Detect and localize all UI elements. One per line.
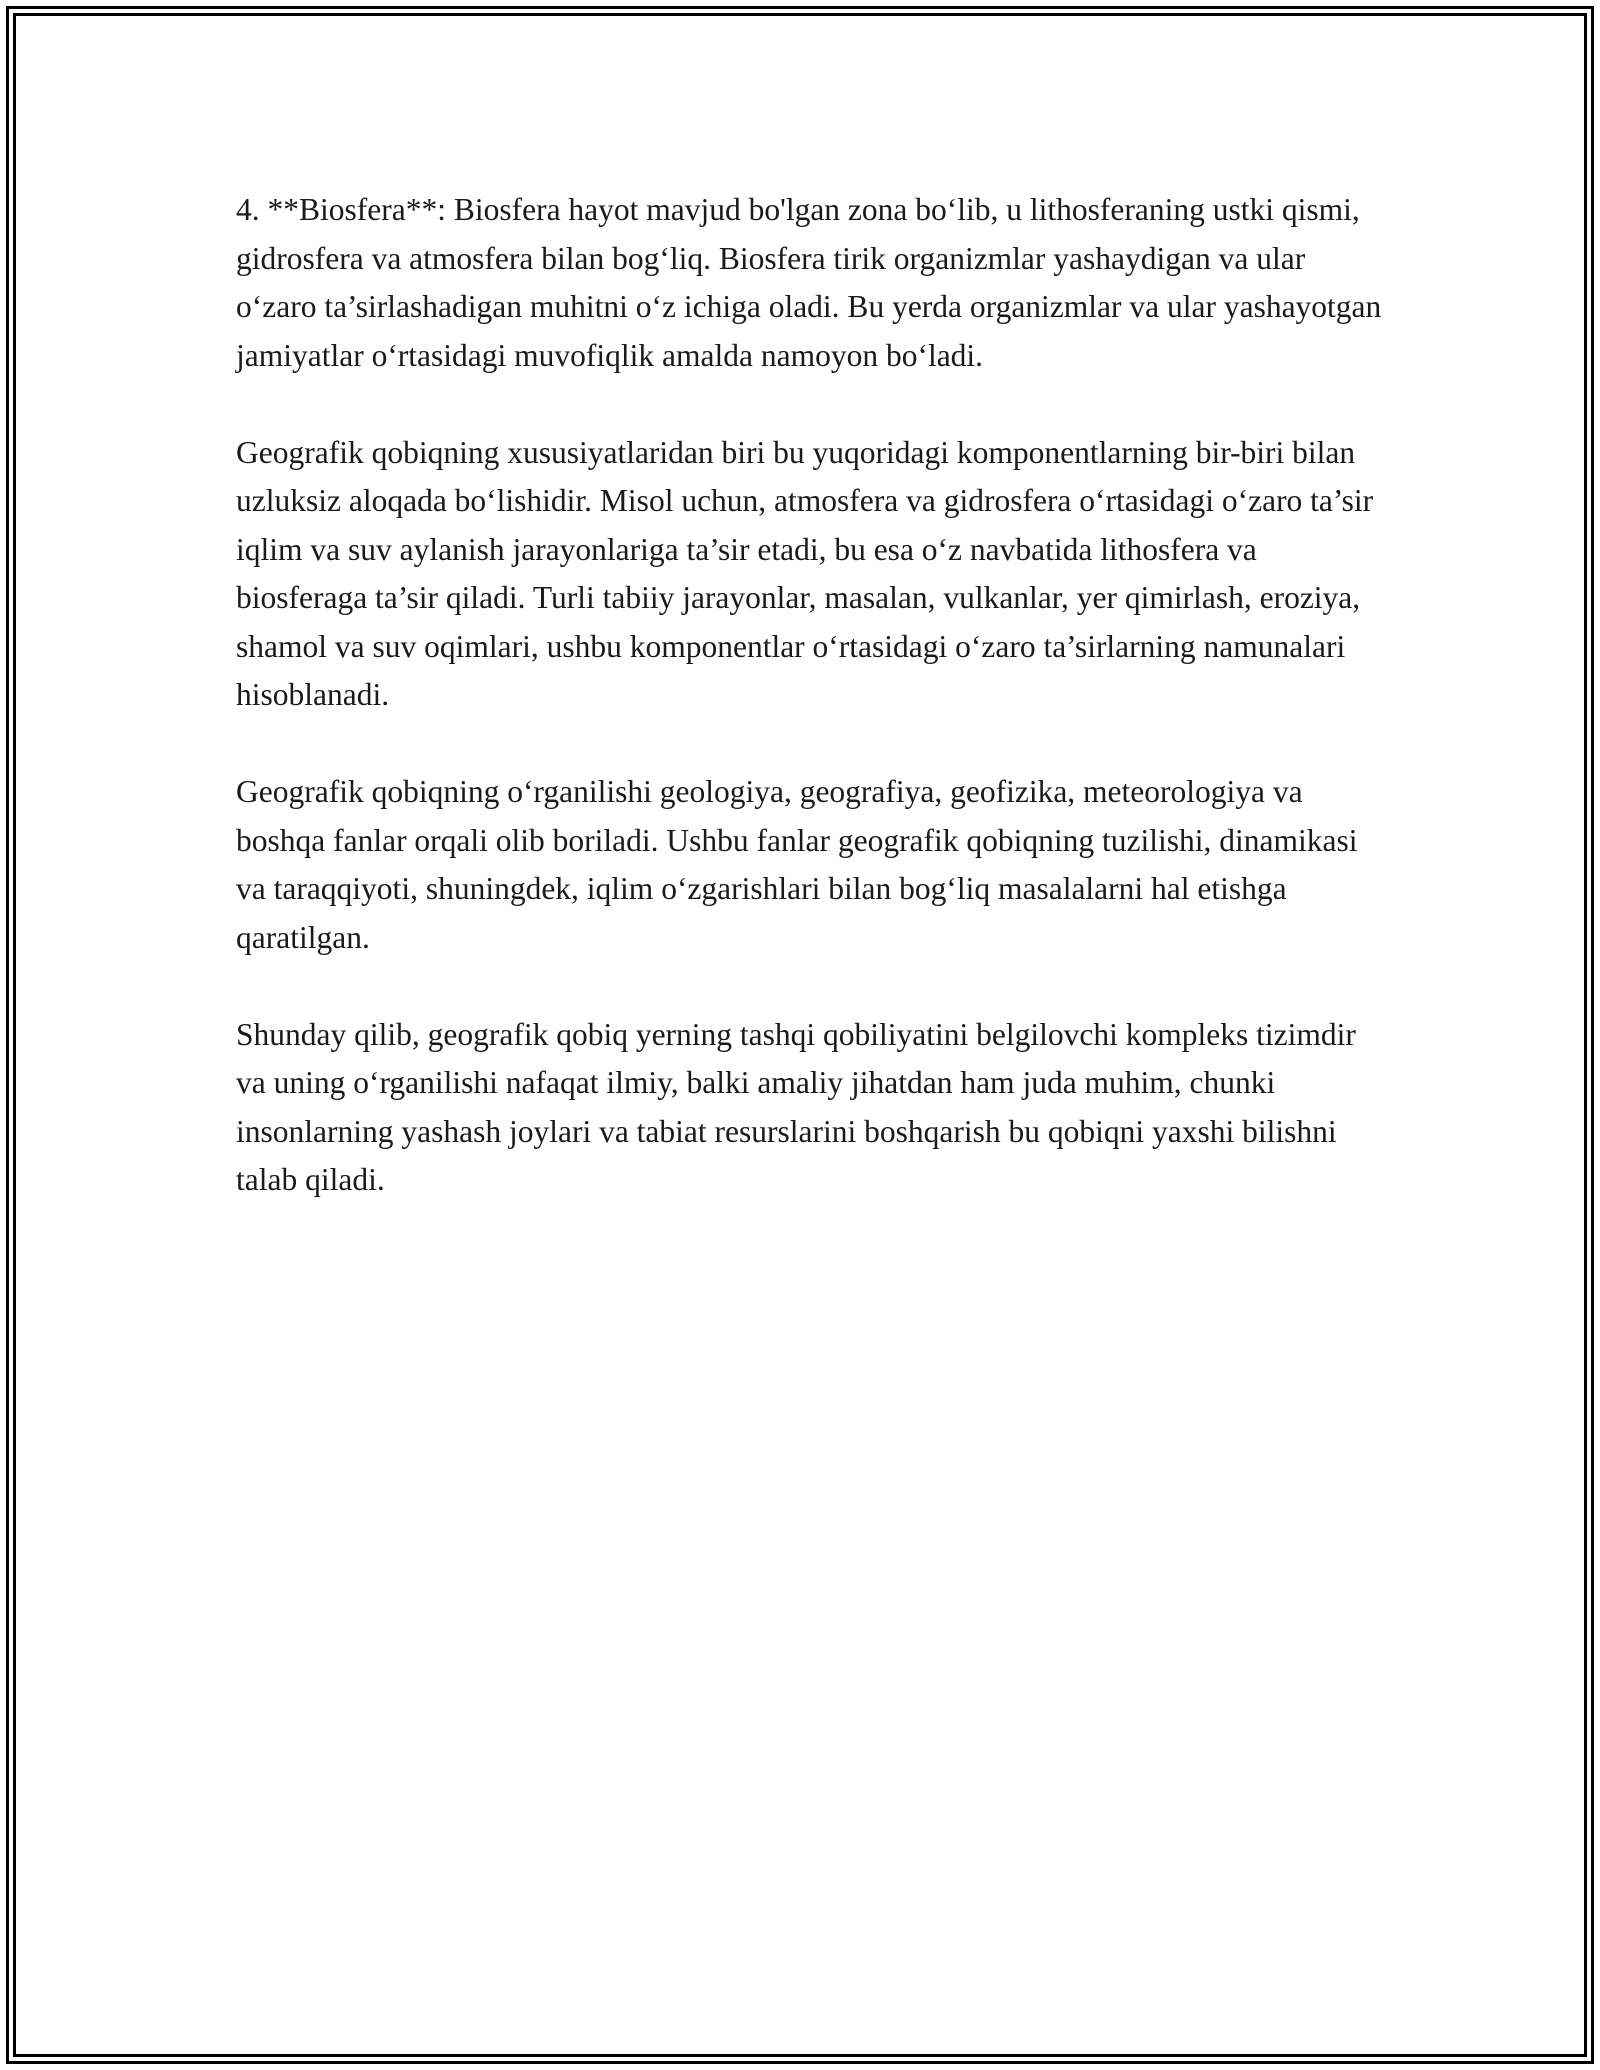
paragraph-study-sciences: Geografik qobiqning o‘rganilishi geologiya, geografiya, geofizika, meteorologiya va boshqa fanlar orqali olib boriladi. Ushbu fanlar geografik qobiqning tuzilishi, dinamikasi va taraqqiyoti, shuningdek, iqlim o‘zgarishlari bilan bog‘liq masalalarni hal etishga qaratilgan. — [236, 774, 1358, 955]
document-body — [236, 186, 1386, 1253]
paragraph-conclusion: Shunday qilib, geografik qobiq yerning tashqi qobiliyatini belgilovchi kompleks tizimdir va uning o‘rganilishi nafaqat ilmiy, balki amaliy jihatdan ham juda muhim, chunki insonlarning yashash joylari va tabiat resurslarini boshqarish bu qobiqni yaxshi bilishni talab qiladi. — [236, 1016, 1356, 1197]
paragraph-biosfera: 4. **Biosfera**: Biosfera hayot mavjud bo'lgan zona bo‘lib, u lithosferaning ustki qismi, gidrosfera va atmosfera bilan bog‘liq. Biosfera tirik organizmlar yashaydigan va ular o‘zaro ta’sirlashadigan muhitni o‘z ichiga oladi. Bu yerda organizmlar va ular yashayotgan jamiyatlar o‘rtasidagi muvofiqlik amalda namoyon bo‘ladi. — [236, 192, 1382, 373]
paragraph-components-interaction: Geografik qobiqning xususiyatlaridan biri bu yuqoridagi komponentlarning bir-biri bilan uzluksiz aloqada bo‘lishidir. Misol uchun, atmosfera va gidrosfera o‘rtasidagi o‘zaro ta’sir iqlim va suv aylanish jarayonlariga ta’sir etadi, bu esa o‘z navbatida lithosfera va biosferaga ta’sir qiladi. Turli tabiiy jarayonlar, masalan, vulkanlar, yer qimirlash, eroziya, shamol va suv oqimlari, ushbu komponentlar o‘rtasidagi o‘zaro ta’sirlarning namunalari hisoblanadi. — [236, 434, 1374, 712]
